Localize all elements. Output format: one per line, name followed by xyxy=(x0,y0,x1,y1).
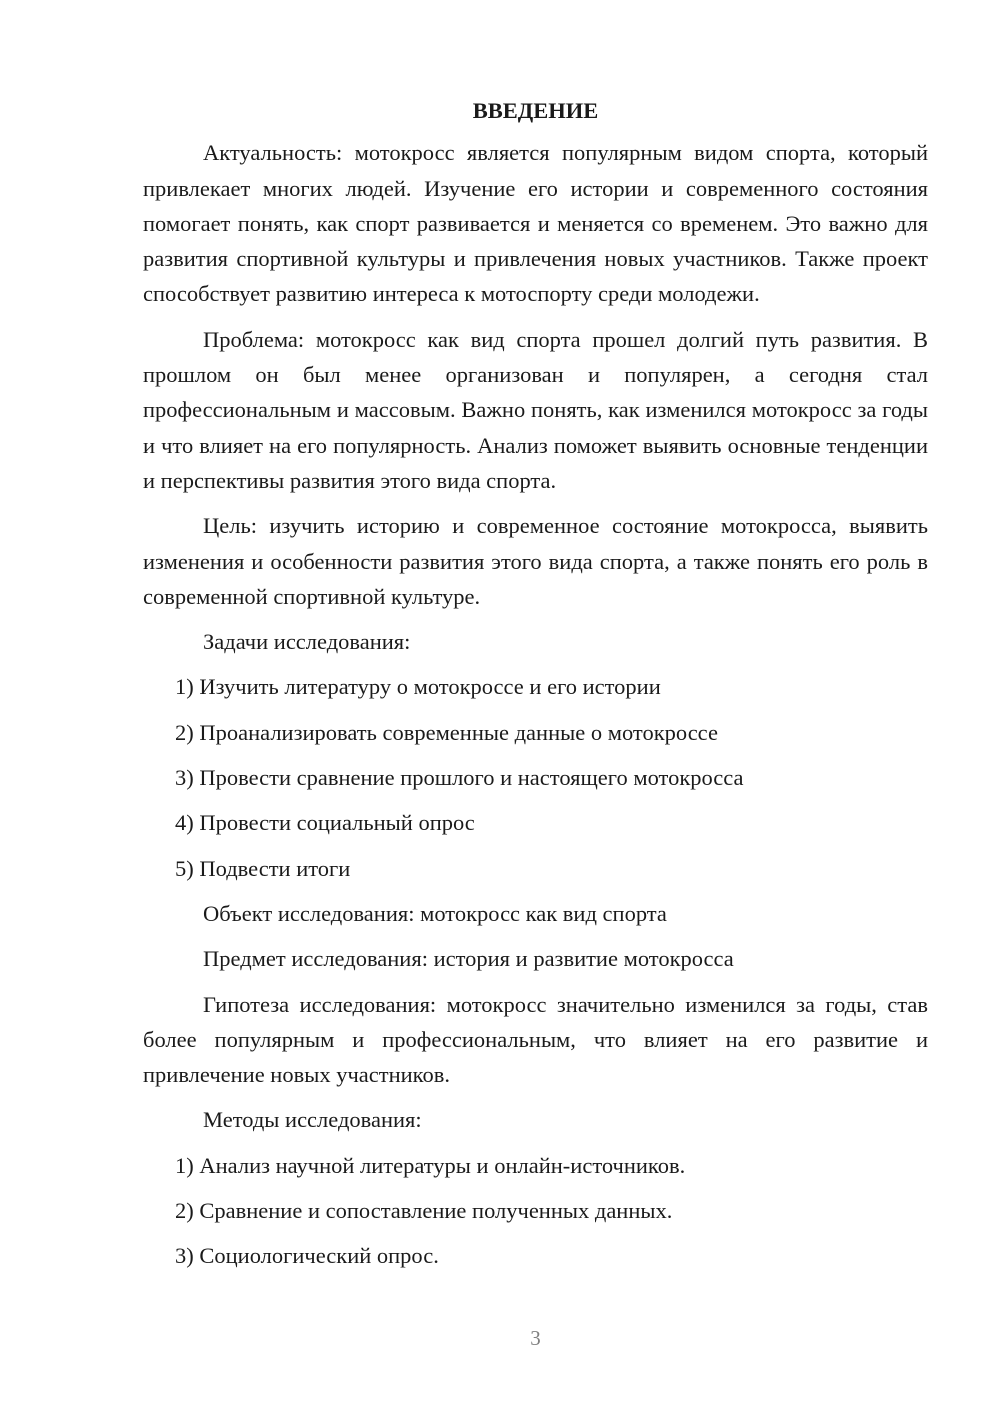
page-title: ВВЕДЕНИЕ xyxy=(472,98,599,123)
document-body xyxy=(143,93,928,1284)
list-item: 3) Социологический опрос. xyxy=(175,1243,439,1269)
relevance-paragraph: Актуальность: мотокросс является популярным видом спорта, который привлекает многих людей. Изучение его истории и современного состояния помогает понять, как спорт развивается и меняется со временем. Это важно для развития спортивной культуры и привлечения новых участников. Также проект способствует развитию интереса к мотоспорту среди молодежи. xyxy=(143,140,928,307)
list-item: 2) Сравнение и сопоставление полученных данных. xyxy=(175,1198,673,1224)
tasks-list xyxy=(143,669,928,885)
list-item: 4) Провести социальный опрос xyxy=(175,810,475,836)
problem-paragraph: Проблема: мотокросс как вид спорта прошел долгий путь развития. В прошлом он был менее организован и популярен, а сегодня стал профессиональным и массовым. Важно понять, как изменился мотокросс за годы и что влияет на его популярность. Анализ поможет выявить основные тенденции и перспективы развития этого вида спорта. xyxy=(143,326,928,493)
methods-list xyxy=(143,1148,928,1274)
list-item: 1) Анализ научной литературы и онлайн-источников. xyxy=(175,1152,686,1178)
list-item: 2) Проанализировать современные данные о мотокроссе xyxy=(175,719,718,745)
goal-paragraph: Цель: изучить историю и современное состояние мотокросса, выявить изменения и особенности развития этого вида спорта, а также понять его роль в современной спортивной культуре. xyxy=(143,513,928,609)
list-item: 5) Подвести итоги xyxy=(175,855,351,881)
page-number: 3 xyxy=(530,1326,541,1350)
list-item: 3) Провести сравнение прошлого и настоящего мотокросса xyxy=(175,765,744,791)
list-item: 1) Изучить литературу о мотокроссе и его истории xyxy=(175,674,661,700)
hypothesis-paragraph: Гипотеза исследования: мотокросс значительно изменился за годы, став более популярным и профессиональным, что влияет на его развитие и привлечение новых участников. xyxy=(143,991,928,1088)
research-subject: Предмет исследования: история и развитие мотокросса xyxy=(203,946,734,972)
tasks-heading: Задачи исследования: xyxy=(203,629,411,655)
research-object: Объект исследования: мотокросс как вид спорта xyxy=(203,900,667,926)
methods-heading: Методы исследования: xyxy=(203,1107,422,1133)
